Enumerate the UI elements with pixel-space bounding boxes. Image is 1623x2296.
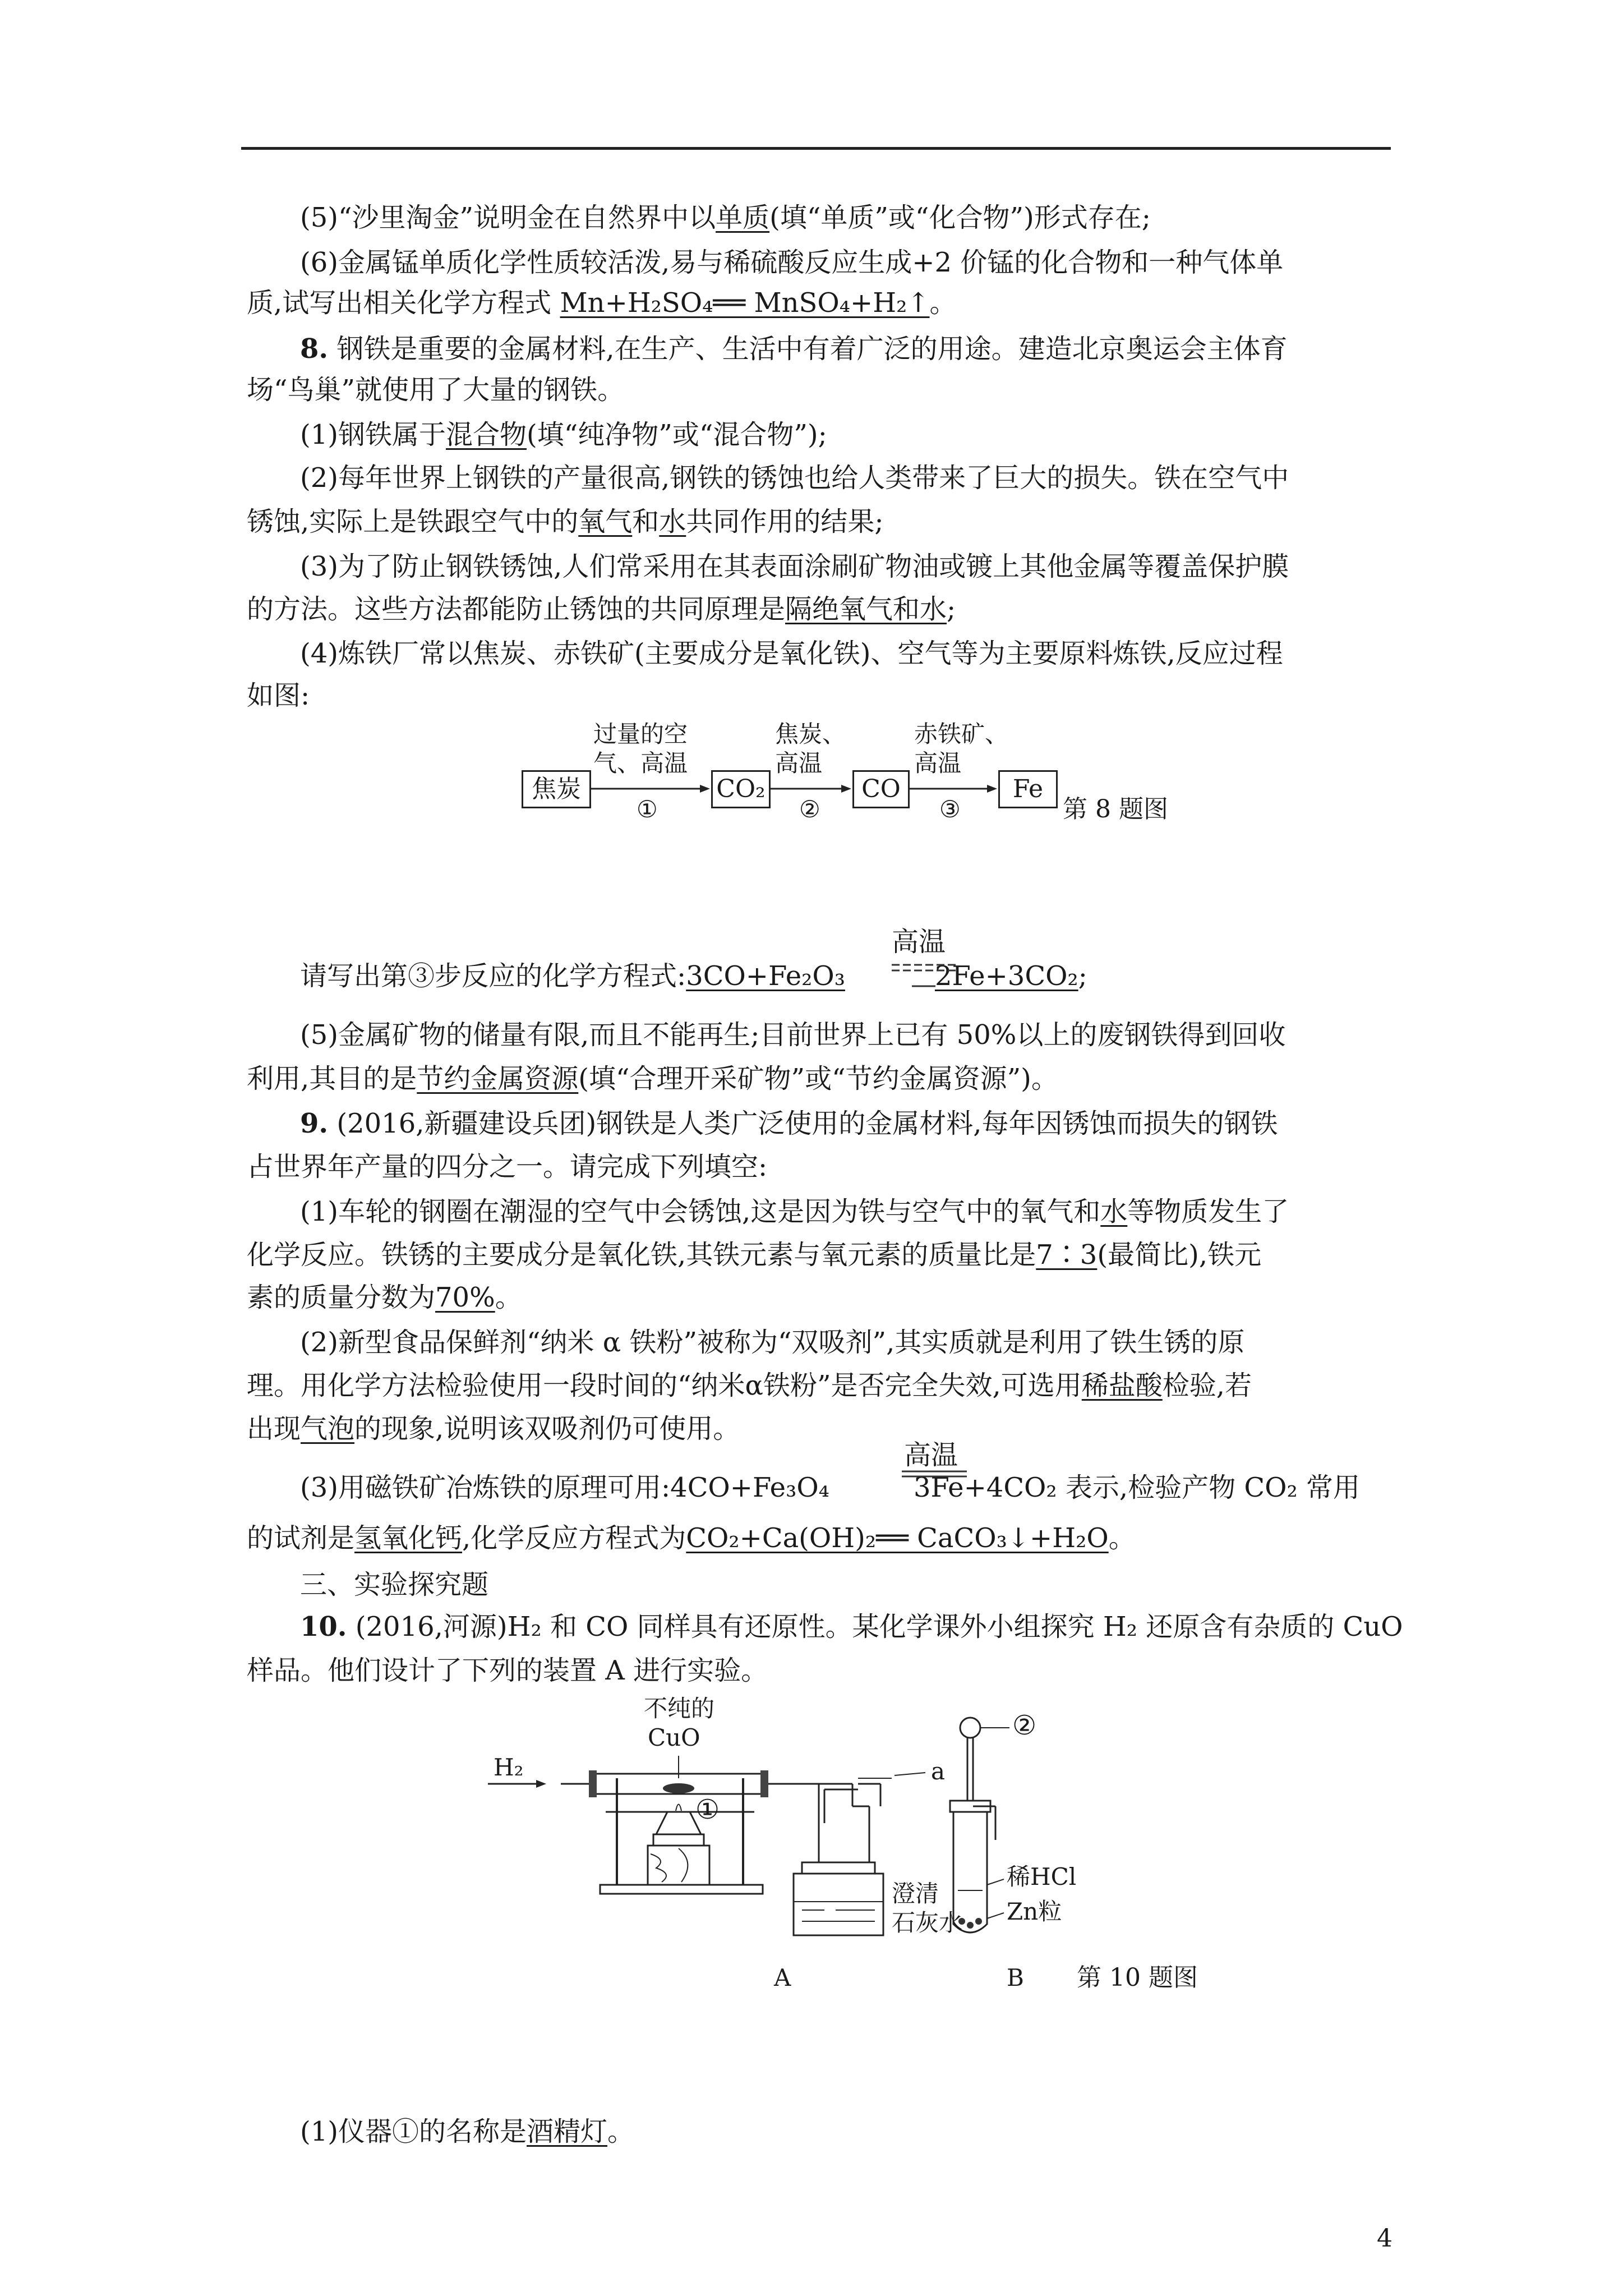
q7-part6-line1: (6)金属锰单质化学性质较活泼,易与稀硫酸反应生成+2 价锰的化合物和一种气体单 [300, 247, 1284, 278]
flow-arrow2-cond1: 焦炭、 [775, 720, 846, 748]
q8-stem-line2: 场“鸟巢”就使用了大量的钢铁。 [247, 374, 625, 406]
label-hcl: 稀HCl [1007, 1863, 1077, 1890]
q8-stem-line1: 8. 钢铁是重要的金属材料,在生产、生活中有着广泛的用途。建造北京奥运会主体育 [300, 333, 1288, 365]
flow-arrow1-cond1: 过量的空 [593, 720, 688, 748]
q7-part5: (5)“沙里淘金”说明金在自然界中以单质(填“单质”或“化合物”)形式存在; [300, 202, 1151, 233]
header-rule [241, 147, 1391, 150]
label-B: B [1007, 1964, 1024, 1991]
label-impure: 不纯的 [644, 1695, 715, 1722]
q9-eq-equals [901, 1469, 974, 1480]
q8-part1: (1)钢铁属于混合物(填“纯净物”或“混合物”); [300, 419, 827, 450]
q10-stem-line2: 样品。他们设计了下列的装置 A 进行实验。 [247, 1655, 768, 1686]
flow-arrow2-cond2: 高温 [775, 749, 823, 777]
q8-eq-condition: 高温 [892, 926, 946, 958]
q8-eq-left: 3CO+Fe₂O₃ [686, 960, 845, 992]
q8-eq-right: 2Fe+3CO₂ [934, 960, 1078, 992]
flow-arrow1-cond2: 气、高温 [593, 749, 688, 777]
q9-part2-line2: 理。用化学方法检验使用一段时间的“纳米α铁粉”是否完全失效,可选用稀盐酸检验,若 [247, 1370, 1252, 1401]
q9-eq-condition: 高温 [904, 1439, 958, 1471]
q8-part4-line1: (4)炼铁厂常以焦炭、赤铁矿(主要成分是氧化铁)、空气等为主要原料炼铁,反应过程 [300, 638, 1283, 669]
label-limewater2: 石灰水 [892, 1909, 963, 1936]
label-1: ① [695, 1794, 720, 1825]
label-2: ② [1012, 1710, 1037, 1741]
q10-apparatus-figure [488, 1694, 1273, 1997]
q8-flow-diagram [522, 721, 1251, 833]
q10-stem-line1: 10. (2016,河源)H₂ 和 CO 同样具有还原性。某化学课外小组探究 H₂ 还原含有杂质的 CuO [300, 1611, 1403, 1642]
flow-step1: ① [637, 795, 658, 823]
flow-box-co: CO [852, 770, 910, 808]
q10-part1: (1)仪器①的名称是酒精灯。 [300, 2116, 635, 2147]
flow-box-fe: Fe [998, 770, 1058, 808]
label-limewater1: 澄清 [892, 1880, 939, 1907]
section3-title: 三、实验探究题 [300, 1569, 489, 1600]
label-h2: H₂ [494, 1754, 524, 1781]
page-number: 4 [1377, 2224, 1393, 2253]
q9-part3-line1: (3)用磁铁矿冶炼铁的原理可用:4CO+Fe₃O₄ 3Fe+4CO₂ 表示,检验产物 CO₂ 常用 [300, 1472, 1360, 1503]
q9-part2-line3: 出现气泡的现象,说明该双吸剂仍可使用。 [247, 1413, 740, 1444]
q8-eq-equals [891, 960, 969, 992]
flow-box-coke: 焦炭 [522, 770, 591, 808]
figure10-caption: 第 10 题图 [1077, 1963, 1198, 1992]
q9-part1-line1: (1)车轮的钢圈在潮湿的空气中会锈蚀,这是因为铁与空气中的氧气和水等物质发生了 [300, 1196, 1289, 1227]
q7-part6-line2: 质,试写出相关化学方程式 Mn+H₂SO₄══ MnSO₄+H₂↑。 [247, 287, 957, 319]
q9-part2-line1: (2)新型食品保鲜剂“纳米 α 铁粉”被称为“双吸剂”,其实质就是利用了铁生锈的原 [300, 1327, 1245, 1358]
flow-arrow3-cond1: 赤铁矿、 [914, 720, 1009, 748]
q9-part1-line2: 化学反应。铁锈的主要成分是氧化铁,其铁元素与氧元素的质量比是7∶3(最简比),铁元 [247, 1239, 1262, 1271]
q9-stem-line1: 9. (2016,新疆建设兵团)钢铁是人类广泛使用的金属材料,每年因锈蚀而损失的钢铁 [300, 1108, 1278, 1139]
q8-part5-line1: (5)金属矿物的储量有限,而且不能再生;目前世界上已有 50%以上的废钢铁得到回收 [300, 1019, 1286, 1051]
q9-stem-line2: 占世界年产量的四分之一。请完成下列填空: [247, 1151, 768, 1182]
q8-part3-line1: (3)为了防止钢铁锈蚀,人们常采用在其表面涂刷矿物油或镀上其他金属等覆盖保护膜 [300, 551, 1289, 582]
label-cuo: CuO [648, 1724, 700, 1751]
flow-arrow3-cond2: 高温 [914, 749, 962, 777]
flow-caption: 第 8 题图 [1063, 795, 1168, 823]
flow-step2: ② [799, 795, 820, 823]
q8-part4-line2: 如图: [247, 680, 310, 711]
flow-step3: ③ [939, 795, 961, 823]
q8-part2-line1: (2)每年世界上钢铁的产量很高,钢铁的锈蚀也给人类带来了巨大的损失。铁在空气中 [300, 462, 1289, 494]
label-a: a [931, 1757, 946, 1785]
q8-part5-line2: 利用,其目的是节约金属资源(填“合理开采矿物”或“节约金属资源”)。 [247, 1063, 1058, 1094]
apparatus-drawing [488, 1694, 1273, 1997]
q9-part1-line3: 素的质量分数为70%。 [247, 1282, 522, 1313]
q7-part6-equation: Mn+H₂SO₄══ MnSO₄+H₂↑ [560, 287, 930, 319]
q8-part2-line2: 锈蚀,实际上是铁跟空气中的氧气和水共同作用的结果; [247, 506, 884, 537]
q8-equation-line: 请写出第③步反应的化学方程式:3CO+Fe₂O₃ 2Fe+3CO₂; [300, 960, 1087, 992]
label-A: A [774, 1964, 791, 1991]
q8-part3-line2: 的方法。这些方法都能防止锈蚀的共同原理是隔绝氧气和水; [247, 593, 956, 625]
label-zn: Zn粒 [1007, 1898, 1062, 1925]
flow-box-co2: CO₂ [711, 770, 771, 808]
q9-part3-line2: 的试剂是氢氧化钙,化学反应方程式为CO₂+Ca(OH)₂══ CaCO₃↓+H₂O。 [247, 1522, 1136, 1554]
